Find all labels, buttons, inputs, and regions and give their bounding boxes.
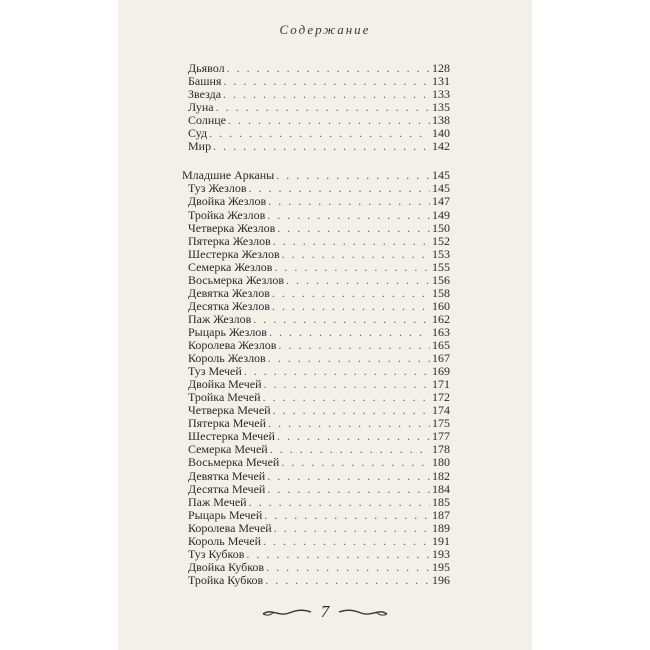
toc-leader-dots	[277, 429, 430, 443]
toc-entry	[188, 534, 450, 548]
book-page	[118, 0, 532, 650]
toc-entry-title: Королева Жезлов	[188, 338, 277, 352]
toc-entry-title: Башня	[188, 74, 222, 89]
toc-leader-dots	[274, 521, 430, 535]
toc-entry	[188, 338, 450, 352]
toc-leader-dots	[248, 181, 430, 195]
toc-entry-title: Рыцарь Мечей	[188, 507, 263, 522]
toc-leader-dots	[277, 221, 430, 235]
toc-entry-title: Пятерка Мечей	[188, 416, 267, 431]
toc-leader-dots	[266, 560, 430, 574]
toc-entry	[188, 247, 450, 261]
toc-entry-page: 133	[432, 87, 450, 102]
toc-entry-title: Пятерка Жезлов	[188, 233, 271, 248]
toc-leader-dots	[223, 74, 430, 88]
toc-entry-title: Туз Мечей	[188, 364, 242, 379]
toc-entry	[188, 139, 450, 153]
toc-leader-dots	[272, 299, 430, 313]
toc-entry-page: 196	[432, 572, 450, 587]
toc-leader-dots	[265, 573, 430, 587]
toc-entry-title: Семерка Мечей	[188, 442, 268, 457]
toc-leader-dots	[273, 234, 430, 248]
toc-entry	[188, 286, 450, 300]
toc-entry-page: 187	[432, 507, 450, 522]
toc-entry	[188, 390, 450, 404]
toc-entry-title: Восьмерка Жезлов	[188, 272, 285, 287]
toc-entry-page: 182	[432, 468, 450, 483]
toc-leader-dots	[223, 87, 430, 101]
toc-leader-dots	[278, 338, 430, 352]
toc-entry-page: 138	[432, 113, 450, 128]
toc-leader-dots	[282, 247, 430, 261]
toc-entry-title: Паж Мечей	[188, 494, 247, 509]
toc-entry-page: 150	[432, 220, 450, 235]
toc-entry-title: Шестерка Жезлов	[188, 246, 280, 261]
toc-leader-dots	[263, 534, 430, 548]
toc-entry-page: 149	[432, 207, 450, 222]
toc-entry	[188, 221, 450, 235]
toc-leader-dots	[263, 390, 430, 404]
toc-entry	[188, 364, 450, 378]
toc-entry-title: Девятка Жезлов	[188, 285, 270, 300]
toc-entry-page: 142	[432, 139, 450, 154]
toc-entry	[188, 126, 450, 140]
toc-leader-dots	[268, 194, 430, 208]
toc-leader-dots	[227, 61, 430, 75]
toc-leader-dots	[267, 482, 430, 496]
toc-entry-title: Король Жезлов	[188, 351, 266, 366]
toc-entry-page: 193	[432, 546, 450, 561]
toc-entry-page: 175	[432, 416, 450, 431]
toc-entry-title: Девятка Мечей	[188, 468, 266, 483]
toc-entry	[188, 181, 450, 195]
toc-entry-page: 191	[432, 533, 450, 548]
toc-entry	[188, 325, 450, 339]
toc-entry	[188, 61, 450, 75]
toc-leader-dots	[267, 208, 430, 222]
toc-entry-page: 153	[432, 246, 450, 261]
toc-entry	[188, 74, 450, 88]
toc-entry	[188, 495, 450, 509]
toc-leader-dots	[228, 113, 430, 127]
toc-entry-title: Двойка Жезлов	[188, 194, 267, 209]
toc-leader-dots	[264, 508, 430, 522]
toc-leader-dots	[272, 286, 430, 300]
toc-entry-page: 140	[432, 126, 450, 141]
toc-entry-page: 177	[432, 429, 450, 444]
toc-entry-title: Десятка Жезлов	[188, 298, 271, 313]
toc-entry-page: 163	[432, 324, 450, 339]
toc-entry-page: 184	[432, 481, 450, 496]
toc-entry-page: 152	[432, 233, 450, 248]
page-title: Содержание	[279, 22, 371, 37]
toc-entry-page: 155	[432, 259, 450, 274]
toc-leader-dots	[209, 126, 430, 140]
toc-entry-page: 160	[432, 298, 450, 313]
toc-entry	[188, 273, 450, 287]
toc-leader-dots	[264, 377, 431, 391]
page-footer	[118, 602, 532, 622]
toc-leader-dots	[246, 547, 430, 561]
toc-entry-page: 178	[432, 442, 450, 457]
toc-leader-dots	[274, 260, 430, 274]
toc-entry-page: 171	[432, 377, 450, 392]
toc-entry-page: 128	[432, 61, 450, 75]
toc-leader-dots	[268, 351, 430, 365]
toc-entry-page: 195	[432, 559, 450, 574]
toc-leader-dots	[269, 325, 430, 339]
toc-entry-title: Шестерка Мечей	[188, 429, 275, 444]
toc-leader-dots	[276, 168, 430, 182]
toc-entry-page: 172	[432, 390, 450, 405]
toc-entry	[188, 403, 450, 417]
toc-entry	[188, 547, 450, 561]
toc-entry-title: Двойка Мечей	[188, 377, 262, 392]
toc-entry-title: Четверка Мечей	[188, 403, 271, 418]
toc-entry-page: 156	[432, 272, 450, 287]
toc-entry	[188, 482, 450, 496]
toc-entry-page: 174	[432, 403, 450, 418]
toc-leader-dots	[267, 469, 430, 483]
toc-entry-title: Тройка Мечей	[188, 390, 261, 405]
toc-entry-page: 180	[432, 455, 450, 470]
toc-entry-page: 189	[432, 520, 450, 535]
toc-entry	[188, 508, 450, 522]
toc-entry-page: 135	[432, 100, 450, 115]
toc-entry	[188, 87, 450, 101]
toc-entry-title: Дьявол	[188, 61, 225, 75]
toc-leader-dots	[286, 273, 430, 287]
toc-entry-title: Солнце	[188, 113, 227, 128]
toc-entry-title: Двойка Кубков	[188, 559, 265, 574]
toc-entry	[182, 168, 450, 182]
toc-entry-title: Луна	[188, 100, 214, 115]
toc-entry	[188, 573, 450, 587]
toc-entry-title: Четверка Жезлов	[188, 220, 276, 235]
toc-entry	[188, 429, 450, 443]
toc-entry-title: Суд	[188, 126, 208, 141]
toc-entry-title: Младшие Арканы	[182, 168, 275, 183]
toc-entry-page: 169	[432, 364, 450, 379]
toc-entry-page: 165	[432, 338, 450, 352]
toc-entry	[188, 455, 450, 469]
toc-entry	[188, 351, 450, 365]
toc-entry	[188, 260, 450, 274]
toc-leader-dots	[270, 442, 430, 456]
toc-leader-dots	[281, 455, 430, 469]
toc-leader-dots	[213, 139, 430, 153]
toc-entry	[188, 100, 450, 114]
toc-entry	[188, 299, 450, 313]
flourish-left-icon	[261, 605, 313, 619]
toc-entry-title: Тройка Кубков	[188, 572, 264, 587]
toc-entry-page: 145	[432, 181, 450, 196]
toc-leader-dots	[273, 403, 430, 417]
toc-entry	[188, 113, 450, 127]
toc-entry-title: Звезда	[188, 87, 222, 102]
toc-entry-page: 147	[432, 194, 450, 209]
toc-entry-title: Рыцарь Жезлов	[188, 324, 267, 339]
toc-leader-dots	[268, 416, 430, 430]
toc-entry-title: Туз Жезлов	[188, 181, 247, 196]
toc-entry-page: 185	[432, 494, 450, 509]
toc-entry-title: Паж Жезлов	[188, 311, 252, 326]
toc-entry	[188, 194, 450, 208]
toc-entry	[188, 312, 450, 326]
toc-entry-title: Тройка Жезлов	[188, 207, 266, 222]
toc-entry-title: Мир	[188, 139, 212, 154]
toc-entry-title: Туз Кубков	[188, 546, 245, 561]
toc-entry-title: Королева Мечей	[188, 520, 272, 535]
toc-leader-dots	[253, 312, 430, 326]
toc-entry	[188, 560, 450, 574]
toc-entry	[188, 521, 450, 535]
toc-entry	[188, 377, 450, 391]
toc-entry	[188, 442, 450, 456]
toc-entry-title: Десятка Мечей	[188, 481, 266, 496]
toc-entry-title: Восьмерка Мечей	[188, 455, 280, 470]
toc-entry-page: 145	[432, 168, 450, 183]
toc-entry-title: Семерка Жезлов	[188, 259, 273, 274]
toc-entry-page: 167	[432, 351, 450, 366]
toc-entry-page: 131	[432, 74, 450, 89]
toc-leader-dots	[249, 495, 430, 509]
toc-entry-title: Король Мечей	[188, 533, 262, 548]
flourish-right-icon	[337, 605, 389, 619]
page-number: 7	[320, 602, 330, 621]
toc-leader-dots	[244, 364, 430, 378]
toc-entry	[188, 416, 450, 430]
toc-entry	[188, 469, 450, 483]
toc-entry-page: 158	[432, 285, 450, 300]
toc-entry	[188, 208, 450, 222]
toc-entry	[188, 234, 450, 248]
toc-leader-dots	[216, 100, 430, 114]
toc-entry-page: 162	[432, 311, 450, 326]
